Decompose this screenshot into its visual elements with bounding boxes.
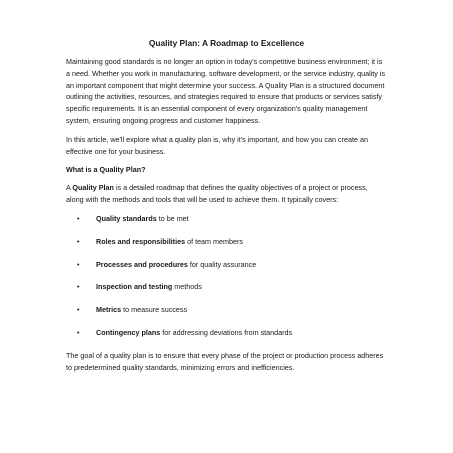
bullet-icon: • [77, 259, 80, 269]
list-item-text: for addressing deviations from standards [160, 327, 293, 337]
list-item-bold: Quality standards [96, 213, 157, 223]
list-item [66, 281, 387, 292]
definition-term: Quality Plan [72, 183, 114, 193]
bullet-icon: • [77, 327, 80, 337]
definition-prefix: A [66, 183, 73, 193]
list-item-bold: Metrics [96, 305, 122, 315]
definition-paragraph [66, 182, 387, 206]
definition-suffix: is a detailed roadmap that defines the quality objectives of a project or process, along with the methods and tools that will be used to achieve them. It typically covers: [66, 183, 368, 205]
closing-paragraph: The goal of a quality plan is to ensure that every phase of the project or production process adheres to predetermined quality standards, minimizing errors and inefficiencies. [66, 350, 384, 372]
bullet-icon: • [77, 236, 80, 246]
coverage-list [66, 213, 387, 338]
section-heading: What is a Quality Plan? [66, 165, 146, 175]
list-item-text: methods [172, 282, 202, 292]
list-item-bold: Processes and procedures [96, 259, 188, 269]
list-item [66, 259, 387, 270]
list-item-text: for quality assurance [187, 259, 257, 269]
list-item [66, 213, 387, 224]
list-item-text: to be met [156, 213, 189, 223]
document-title: Quality Plan: A Roadmap to Excellence [148, 38, 305, 48]
bullet-icon: • [77, 213, 80, 223]
list-item [66, 236, 387, 247]
intro-paragraph: Maintaining good standards is no longer an option in today's competitive business environment; it is a need. Whether you work in manufacturing, software development, or the service industry, quality is an important component that might determine your success. A Quality Plan is a structured document outlining the activities, resources, and strategies required to ensure that products or services satisfy specific requirements. It is an essential component of every organization's quality management system, ensuring ongoing progress and customer happiness. [66, 57, 386, 125]
list-item-text: of team members [185, 236, 243, 246]
list-item [66, 327, 387, 338]
list-item-bold: Inspection and testing [96, 282, 173, 292]
list-item-bold: Roles and responsibilities [96, 236, 186, 246]
list-item [66, 304, 387, 315]
list-item-text: to measure success [121, 305, 188, 315]
bullet-icon: • [77, 282, 80, 292]
bullet-icon: • [77, 305, 80, 315]
article-paragraph: In this article, we'll explore what a quality plan is, why it's important, and how you can create an effective one for your business. [66, 134, 368, 156]
list-item-bold: Contingency plans [96, 327, 161, 337]
